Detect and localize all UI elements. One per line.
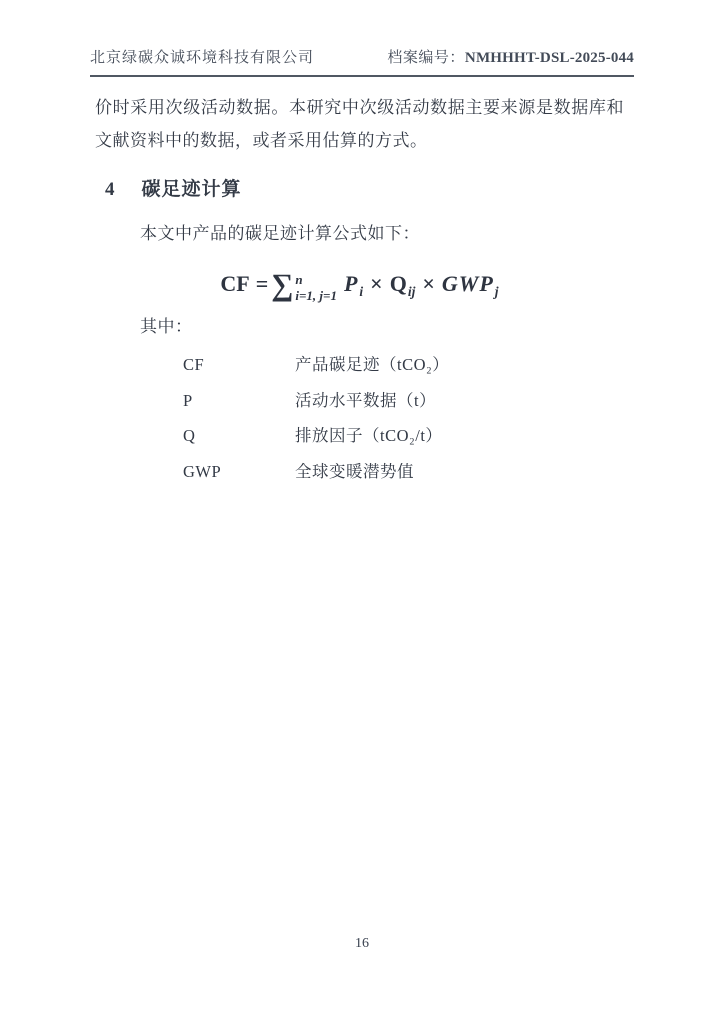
where-label: 其中： <box>140 317 193 336</box>
archive-number: NMHHHT-DSL-2025-044 <box>464 50 634 66</box>
section-heading <box>105 177 624 203</box>
sigma-icon: ∑ <box>271 266 294 302</box>
term-P <box>344 271 363 297</box>
document-body <box>95 91 624 489</box>
sum-upper-limit: n <box>295 271 303 287</box>
term-GWP <box>442 271 499 297</box>
P-subscript: i <box>359 284 364 299</box>
term-Q <box>390 271 416 297</box>
definition-row-GWP <box>95 454 624 490</box>
GWP-subscript: j <box>494 284 499 299</box>
page-number: 16 <box>355 936 369 951</box>
section-title: 碳足迹计算 <box>141 179 242 200</box>
definition-row-Q <box>95 418 624 454</box>
summation-limits <box>295 273 337 302</box>
GWP-symbol: GWP <box>441 271 494 296</box>
P-symbol: P <box>343 271 359 296</box>
definition-description: 活动水平数据（t） <box>295 390 437 410</box>
carbon-footprint-formula <box>95 260 624 308</box>
archive-label: 档案编号： <box>387 50 465 66</box>
formula-intro-text: 本文中产品的碳足迹计算公式如下： <box>140 224 420 243</box>
page-footer <box>0 936 724 952</box>
definition-term: CF <box>183 355 205 374</box>
equals-sign: = <box>255 271 269 296</box>
paragraph-secondary-data: 价时采用次级活动数据。本研究中次级活动数据主要来源是数据库和文献资料中的数据，或者采用估算的方式。 <box>95 98 624 150</box>
Q-symbol: Q <box>389 271 407 296</box>
section-number: 4 <box>105 179 116 200</box>
company-name: 北京绿碳众诚环境科技有限公司 <box>90 50 315 66</box>
page-header <box>90 0 634 77</box>
definition-term: Q <box>183 426 196 445</box>
definition-term: GWP <box>183 461 222 481</box>
symbol-definitions <box>95 347 624 489</box>
Q-subscript: ij <box>407 284 416 299</box>
multiply-sign-2: × <box>422 271 435 296</box>
definition-row-P <box>95 383 624 419</box>
sum-lower-limit: i=1, j=1 <box>295 287 337 303</box>
multiply-sign-1: × <box>370 271 383 296</box>
definition-description: 产品碳足迹（tCO₂） <box>295 355 450 374</box>
summation-symbol <box>271 266 337 303</box>
definition-row-CF <box>95 347 624 383</box>
archive-field <box>387 46 634 67</box>
definition-description: 全球变暖潜势值 <box>295 461 414 481</box>
definition-description: 排放因子（tCO₂/t） <box>295 426 443 445</box>
definition-term: P <box>183 390 193 410</box>
formula-lhs-CF: CF <box>220 271 250 296</box>
